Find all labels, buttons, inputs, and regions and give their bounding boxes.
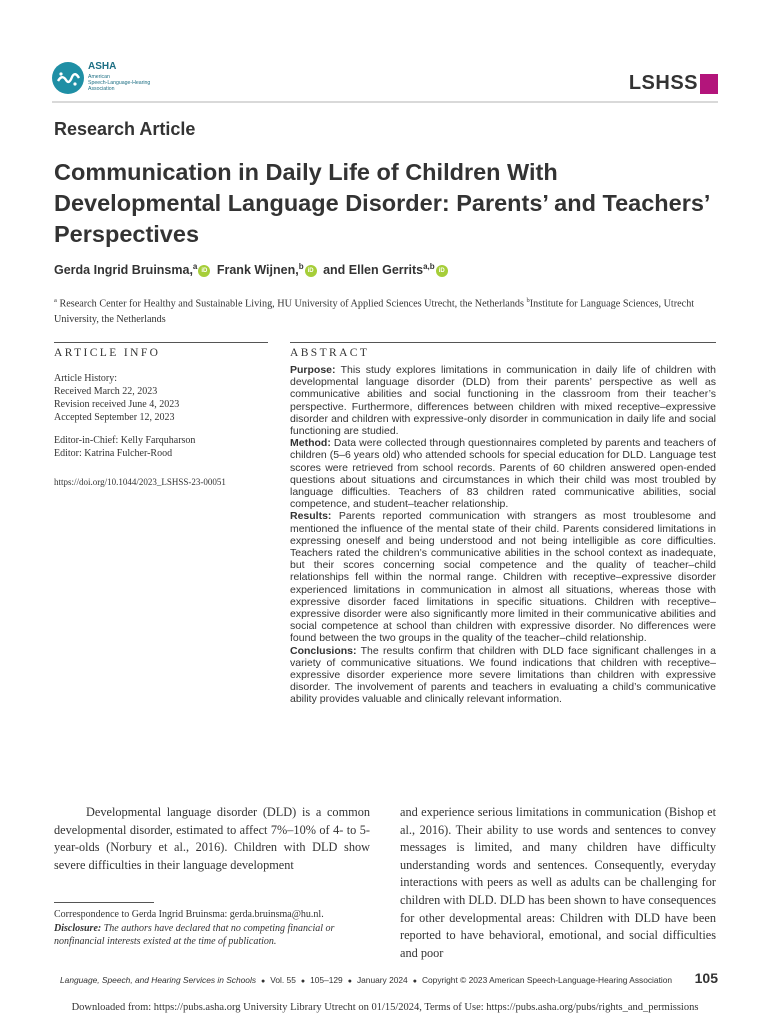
org-line-3: Association	[88, 86, 115, 92]
abstract-purpose	[290, 364, 716, 437]
asha-logo-icon	[52, 62, 84, 94]
page-number: 105	[694, 970, 718, 986]
correspondence-note	[54, 908, 372, 949]
correspondence: Correspondence to Gerda Ingrid Bruinsma: gerda.bruinsma@hu.nl.	[54, 909, 324, 920]
method-label: Method:	[290, 437, 331, 450]
header-divider	[52, 101, 718, 103]
results-label: Results:	[290, 510, 332, 523]
footer-copyright: Copyright © 2023 American Speech-Language-Hearing Association	[421, 975, 673, 985]
journal-abbrev: LSHSS	[628, 72, 698, 94]
bullet-icon: ●	[300, 978, 306, 985]
conclusions-label: Conclusions:	[290, 644, 357, 657]
footer-journal: Language, Speech, and Hearing Services in Schools	[60, 975, 257, 985]
results-text: Parents reported communication with strangers as most troublesome and mentioned the influence of the mental state of their child. Parents considered limitations in expressing oneself and being understood and not being intelligible as core difficulties. Teachers rated the children’s communicative abilities in the school context as inadequate, but their scores concerning social competence and the quality of teacher–child relationships fell within the normal range. Children with receptive–expressive disorder experienced limitations in communication in almost all situations, whereas those with expressive disorder faced limitations in specific situations. Children with receptive–expressive disorder were also significantly more limited in their communicative abilities and social competence at school than children with expressive disorder. No differences were found between the two groups in the quality of the teacher–child relationship.	[290, 510, 716, 645]
editor-in-chief: Editor-in-Chief: Kelly Farquharson	[54, 435, 196, 446]
received-date: Received March 22, 2023	[54, 386, 158, 397]
author-affiliation: a,b	[423, 262, 435, 271]
conclusions-text: The results confirm that children with DLD face significant challenges in a variety of communicative situations. We found indications that children with receptive–expressive disorder experience more severe limitations than children with expressive disorder. The involvement of parents and teachers in evaluating a child’s communicative ability provides valuable and clinically relevant information.	[290, 644, 716, 706]
abstract-rule	[290, 342, 716, 343]
body-column-right	[400, 804, 716, 962]
journal-logo[interactable]	[629, 72, 718, 95]
abstract-results	[290, 510, 716, 644]
footer-date: January 2024	[356, 975, 408, 985]
body-paragraph: and experience serious limitations in communication (Bishop et al., 2016). Their ability to use words and sentences to convey messages is limited, and many children have difficulty understanding words and sentences. Consequently, everyday interactions with peers as well as adults can be challenging for children with DLD. DLD has been shown to have consequences for other developmental areas: Children with DLD have been reported to have behavioral, emotional, and social difficulties and poor	[400, 805, 716, 960]
body-paragraph: Developmental language disorder (DLD) is a common developmental disorder, estimated to affect 7%–10% of 4- to 5-year-olds (Norbury et al., 2016). Children with DLD show severe difficulties in their language development	[54, 805, 370, 872]
disclosure-label: Disclosure:	[54, 922, 102, 934]
affiliation-a: Research Center for Healthy and Sustainable Living, HU University of Applied Sciences Utrecht, the Netherlands	[56, 298, 527, 310]
author-affiliation: a	[192, 262, 198, 271]
bullet-icon: ●	[261, 978, 266, 985]
article-info	[54, 372, 269, 460]
page-footer	[60, 975, 720, 985]
org-abbrev: ASHA	[88, 61, 117, 72]
journal-brand-square	[700, 74, 718, 94]
abstract-method	[290, 437, 716, 510]
doi-link[interactable]: https://doi.org/10.1044/2023_LSHSS-23-00051	[54, 477, 226, 487]
org-line-2: Speech-Language-Hearing	[88, 80, 151, 86]
method-text: Data were collected through questionnaires completed by parents and teachers of children (5–6 years old) who attended schools for special education for DLD. Language test scores were retrieved from school records. Parents of 60 children answered open-ended questions about situations and circumstances in which their child was most troubled by language difficulties. Teachers of 83 children rated communicative abilities, social competence, and student–teacher relationship.	[290, 437, 716, 511]
orcid-icon[interactable]: iD	[436, 265, 448, 277]
author-name: and Ellen Gerrits	[323, 263, 424, 278]
orcid-icon[interactable]: iD	[305, 265, 317, 277]
bullet-icon: ●	[347, 978, 352, 985]
author-affiliation: b	[298, 262, 304, 271]
editor: Editor: Katrina Fulcher-Rood	[54, 448, 173, 459]
author-list	[54, 262, 451, 277]
article-info-rule	[54, 342, 268, 343]
body-column-left	[54, 804, 370, 874]
orcid-icon[interactable]: iD	[198, 265, 210, 277]
abstract-heading: ABSTRACT	[290, 347, 370, 359]
affiliations	[54, 293, 716, 328]
footer-volume: Vol. 55	[270, 975, 296, 985]
accepted-date: Accepted September 12, 2023	[54, 412, 175, 423]
asha-logo[interactable]	[52, 62, 162, 96]
org-line-1: American	[88, 74, 110, 80]
article-type: Research Article	[54, 119, 196, 139]
author-name: Gerda Ingrid Bruinsma,	[54, 263, 193, 278]
download-notice: Downloaded from: https://pubs.asha.org University Library Utrecht on 01/15/2024, Terms of Use: https://pubs.asha.org/pubs/rights_and_permissions	[71, 1002, 699, 1013]
purpose-label: Purpose:	[290, 364, 336, 376]
footnote-rule	[54, 902, 154, 903]
affiliation-b-label: b	[526, 297, 530, 304]
article-info-heading: ARTICLE INFO	[54, 347, 161, 359]
abstract	[290, 364, 716, 706]
disclosure-text: The authors have declared that no competing financial or nonfinancial interests existed at the time of publication.	[54, 922, 335, 947]
affiliation-b: Institute for Language Sciences, Utrecht University, the Netherlands	[54, 298, 695, 326]
bullet-icon: ●	[412, 978, 417, 985]
footer-pages: 105–129	[310, 975, 343, 985]
affiliation-a-label: a	[54, 297, 57, 304]
abstract-conclusions	[290, 645, 716, 706]
history-label: Article History:	[54, 373, 118, 384]
revision-date: Revision received June 4, 2023	[54, 399, 180, 410]
purpose-text: This study explores limitations in communication in daily life of children with developmental language disorder (DLD) from their parents’ perspective as well as communicative abilities and social functioning in the classroom from their teacher’s perspective. Furthermore, differences between children with mixed receptive–expressive disorder and children with expressive-only disorder in communication in daily life and social functioning are studied.	[290, 364, 716, 438]
author-name: Frank Wijnen,	[216, 263, 299, 278]
article-title: Communication in Daily Life of Children With Developmental Language Disorder: Parents’ and Teachers’ Perspectives	[54, 159, 710, 247]
disclosure	[54, 922, 372, 949]
